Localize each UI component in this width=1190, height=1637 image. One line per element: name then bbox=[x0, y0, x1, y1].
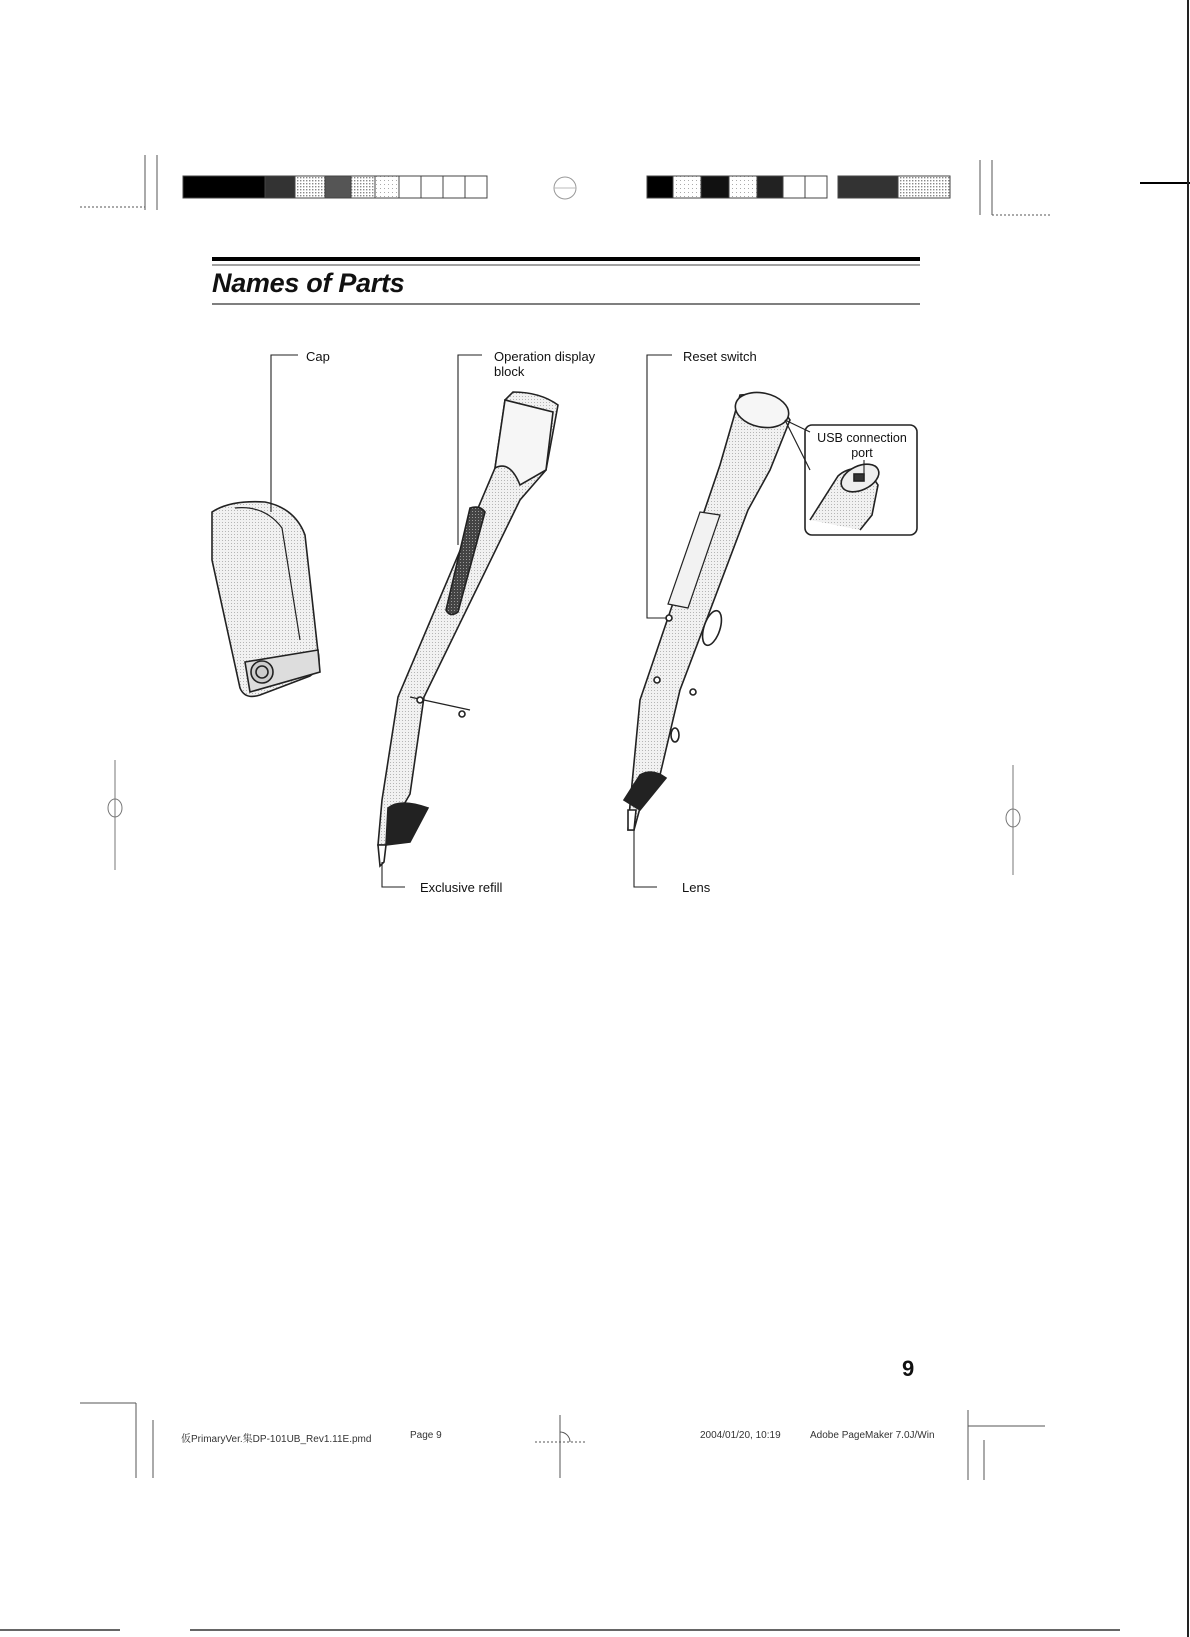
cap-drawing bbox=[212, 502, 320, 697]
page-number: 9 bbox=[902, 1356, 915, 1381]
pen-left-drawing bbox=[378, 392, 558, 866]
usb-port-label: USB connection port bbox=[817, 431, 907, 460]
reset-switch-label: Reset switch bbox=[683, 349, 757, 364]
slug-file: 仮PrimaryVer.集DP-101UB_Rev1.11E.pmd bbox=[181, 1434, 372, 1445]
exclusive-refill-label: Exclusive refill bbox=[420, 880, 503, 895]
slug-page: Page 9 bbox=[410, 1430, 442, 1441]
slug-app: Adobe PageMaker 7.0J/Win bbox=[810, 1430, 935, 1441]
lens-label: Lens bbox=[682, 880, 711, 895]
cap-label: Cap bbox=[306, 349, 330, 364]
pen-right-drawing bbox=[624, 388, 792, 830]
operation-display-label: Operation display block bbox=[494, 349, 596, 379]
slug-timestamp: 2004/01/20, 10:19 bbox=[700, 1430, 781, 1441]
page-title: Names of Parts bbox=[212, 268, 405, 298]
